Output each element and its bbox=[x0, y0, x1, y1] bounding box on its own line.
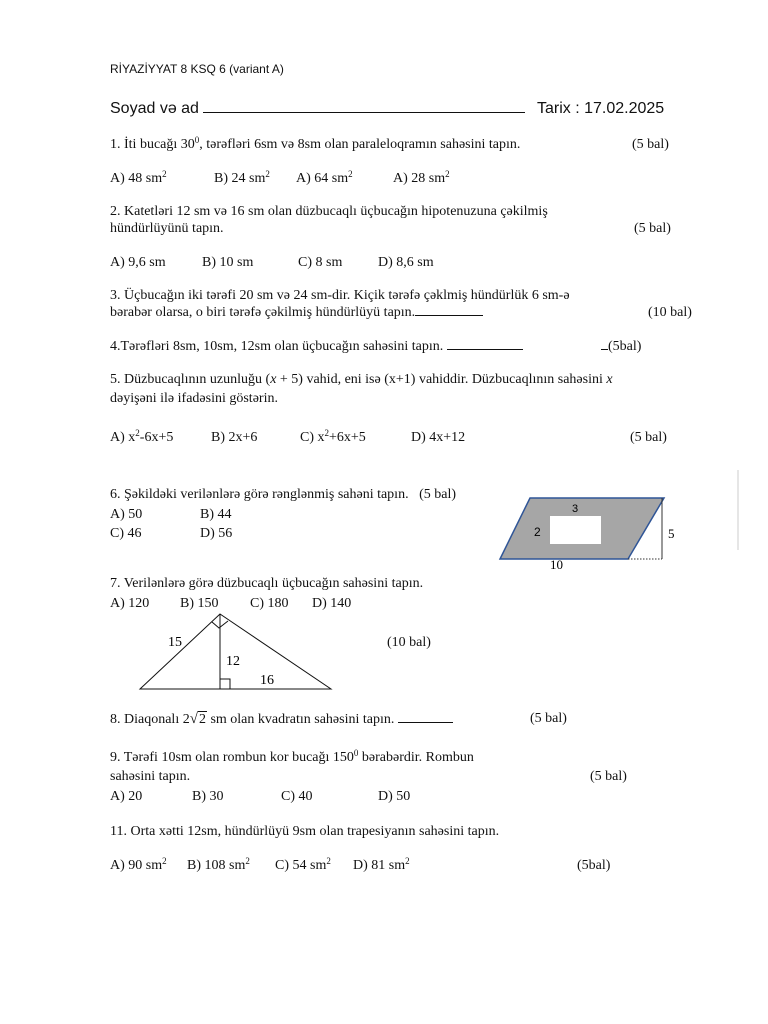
q5-option-c-sup: 2 bbox=[324, 428, 329, 438]
q8-answer-line[interactable] bbox=[398, 712, 453, 723]
q7-option-d[interactable]: D) 140 bbox=[312, 596, 352, 611]
sqrt-symbol: √ bbox=[189, 711, 198, 727]
name-input-line[interactable] bbox=[203, 102, 525, 113]
q7-points: (10 bal) bbox=[387, 635, 431, 650]
q1-text-a: 1. İti bucağı 30 bbox=[110, 137, 195, 152]
q5-line-1-b: + 5) vahid, eni isə (x+1) vahiddir. Düzbucaqlının sahəsini bbox=[276, 372, 607, 387]
date-label: Tarix : 17.02.2025 bbox=[537, 100, 665, 117]
q1-option-c-sup: 2 bbox=[348, 169, 353, 179]
q9-line-1-a: 9. Tərəfi 10sm olan rombun kor bucağı 150 bbox=[110, 750, 354, 765]
q1-option-a-text: A) 48 sm bbox=[110, 171, 163, 186]
q1-option-d-text: A) 28 sm bbox=[393, 171, 446, 186]
label-side: 2 bbox=[534, 525, 541, 539]
q1-option-b-sup: 2 bbox=[265, 169, 270, 179]
q11-option-a-text: A) 90 sm bbox=[110, 858, 163, 873]
q1-points: (5 bal) bbox=[632, 137, 669, 152]
q9-line-2: sahəsini tapın. bbox=[110, 769, 191, 784]
q11-option-c-sup: 2 bbox=[326, 856, 331, 866]
q9-points: (5 bal) bbox=[590, 769, 627, 784]
right-angle-marker-base bbox=[220, 679, 230, 689]
q3-answer-line[interactable] bbox=[415, 305, 483, 316]
q8-text-a: 8. Diaqonalı 2 bbox=[110, 712, 190, 727]
q9-line-1-b: bərabərdir. Rombun bbox=[358, 750, 474, 765]
q3-line-2-text: bərabər olarsa, o biri tərəfə çəkilmiş hündürlüyü tapın. bbox=[110, 305, 416, 320]
q6-parallelogram-figure bbox=[490, 492, 690, 577]
q7-option-a[interactable]: A) 120 bbox=[110, 596, 150, 611]
q1-option-d[interactable] bbox=[393, 171, 450, 187]
q1-option-c[interactable] bbox=[296, 171, 353, 187]
q5-option-a-sup: 2 bbox=[135, 428, 140, 438]
q6-option-d[interactable]: D) 56 bbox=[200, 526, 233, 541]
q9-line-1 bbox=[110, 750, 474, 766]
q5-points: (5 bal) bbox=[630, 430, 667, 445]
q5-option-d[interactable]: D) 4x+12 bbox=[411, 430, 466, 445]
q11-option-c[interactable] bbox=[275, 858, 331, 874]
q7-text: 7. Verilənlərə görə düzbucaqlı üçbucağın sahəsini tapın. bbox=[110, 576, 424, 591]
q1-option-b-text: B) 24 sm bbox=[214, 171, 266, 186]
q2-option-d[interactable]: D) 8,6 sm bbox=[378, 255, 434, 270]
question-1 bbox=[110, 137, 520, 153]
q5-option-c[interactable] bbox=[300, 430, 366, 446]
q2-option-a[interactable]: A) 9,6 sm bbox=[110, 255, 166, 270]
q2-points: (5 bal) bbox=[634, 221, 671, 236]
q4-points-text: (5bal) bbox=[608, 339, 642, 354]
q1-sup: 0 bbox=[194, 135, 200, 145]
q9-option-d[interactable]: D) 50 bbox=[378, 789, 411, 804]
q5-option-b[interactable]: B) 2x+6 bbox=[211, 430, 258, 445]
label-side-15: 15 bbox=[168, 635, 182, 650]
q11-option-a[interactable] bbox=[110, 858, 167, 874]
q6-option-c[interactable]: C) 46 bbox=[110, 526, 142, 541]
q4-text-body: 4.Tərəfləri 8sm, 10sm, 12sm olan üçbucağın sahəsini tapın. bbox=[110, 339, 444, 354]
q5-option-a-post: -6x+5 bbox=[139, 430, 174, 445]
q11-points: (5bal) bbox=[577, 858, 611, 873]
q9-option-b[interactable]: B) 30 bbox=[192, 789, 224, 804]
q11-option-b-text: B) 108 sm bbox=[187, 858, 246, 873]
label-base: 10 bbox=[550, 557, 563, 572]
q2-option-b[interactable]: B) 10 sm bbox=[202, 255, 254, 270]
q1-option-b[interactable] bbox=[214, 171, 270, 187]
q1-option-c-text: A) 64 sm bbox=[296, 171, 349, 186]
worksheet-title: RİYAZİYYAT 8 KSQ 6 (variant A) bbox=[110, 62, 284, 76]
q4-text bbox=[110, 339, 523, 355]
q5-line-1 bbox=[110, 372, 613, 388]
q8-text-b: sm olan kvadratın sahəsini tapın. bbox=[206, 712, 395, 727]
q11-option-b[interactable] bbox=[187, 858, 250, 874]
q1-option-a-sup: 2 bbox=[162, 169, 167, 179]
triangle-shape bbox=[140, 614, 331, 689]
q11-option-c-text: C) 54 sm bbox=[275, 858, 327, 873]
q2-line-1: 2. Katetləri 12 sm və 16 sm olan düzbucaqlı üçbucağın hipotenuzuna çəkilmiş bbox=[110, 204, 548, 219]
q1-option-a[interactable] bbox=[110, 171, 167, 187]
q6-text-body: 6. Şəkildəki verilənlərə görə rənglənmiş sahəni tapın. bbox=[110, 487, 409, 502]
q3-line-2 bbox=[110, 305, 483, 321]
q9-sup: 0 bbox=[353, 748, 359, 758]
q11-text: 11. Orta xətti 12sm, hündürlüyü 9sm olan trapesiyanın sahəsini tapın. bbox=[110, 824, 500, 839]
q5-line-1-a: 5. Düzbucaqlının uzunluğu ( bbox=[110, 372, 271, 387]
q3-line-1: 3. Üçbucağın iki tərəfi 20 sm və 24 sm-dir. Kiçik tərəfə çəklmiş hündürlük 6 sm-ə bbox=[110, 288, 570, 303]
q2-option-c[interactable]: C) 8 sm bbox=[298, 255, 343, 270]
q3-points: (10 bal) bbox=[648, 305, 692, 320]
q5-var-x: x bbox=[270, 372, 277, 387]
q8-points: (5 bal) bbox=[530, 711, 567, 726]
q9-option-c[interactable]: C) 40 bbox=[281, 789, 313, 804]
q5-var-x2: x bbox=[606, 372, 613, 387]
q2-line-2: hündürlüyünü tapın. bbox=[110, 221, 224, 236]
q1-text-b: , tərəfləri 6sm və 8sm olan paraleloqramın sahəsini tapın. bbox=[199, 137, 521, 152]
q7-triangle-figure bbox=[130, 608, 340, 694]
name-label-text: Soyad və ad bbox=[110, 100, 199, 117]
q6-points: (5 bal) bbox=[419, 487, 457, 502]
q4-points bbox=[601, 339, 641, 355]
q6-option-a[interactable]: A) 50 bbox=[110, 507, 143, 522]
q5-option-c-post: +6x+5 bbox=[329, 430, 366, 445]
q4-points-underline bbox=[601, 339, 608, 350]
q4-answer-line[interactable] bbox=[447, 339, 523, 350]
label-segment-16: 16 bbox=[260, 673, 274, 688]
q5-option-a[interactable] bbox=[110, 430, 173, 446]
q7-option-c[interactable]: C) 180 bbox=[250, 596, 289, 611]
label-top: 3 bbox=[572, 503, 579, 515]
page-edge-shadow bbox=[737, 470, 739, 550]
q7-option-b[interactable]: B) 150 bbox=[180, 596, 219, 611]
q6-text bbox=[110, 487, 456, 503]
q5-option-c-pre: C) x bbox=[300, 430, 325, 445]
label-height: 5 bbox=[668, 526, 675, 541]
q8-text bbox=[110, 711, 453, 728]
q11-option-d-sup: 2 bbox=[405, 856, 410, 866]
q11-option-d[interactable] bbox=[353, 858, 410, 874]
q1-option-d-sup: 2 bbox=[445, 169, 450, 179]
q9-option-a[interactable]: A) 20 bbox=[110, 789, 143, 804]
q6-option-b[interactable]: B) 44 bbox=[200, 507, 232, 522]
q11-option-b-sup: 2 bbox=[245, 856, 250, 866]
q5-line-2: dəyişəni ilə ifadəsini göstərin. bbox=[110, 391, 278, 406]
name-label bbox=[110, 100, 525, 118]
q8-radicand: 2 bbox=[198, 712, 206, 727]
q5-option-a-pre: A) x bbox=[110, 430, 136, 445]
inner-white-rectangle bbox=[550, 516, 601, 544]
label-height-12: 12 bbox=[226, 654, 240, 669]
q11-option-d-text: D) 81 sm bbox=[353, 858, 406, 873]
q11-option-a-sup: 2 bbox=[162, 856, 167, 866]
